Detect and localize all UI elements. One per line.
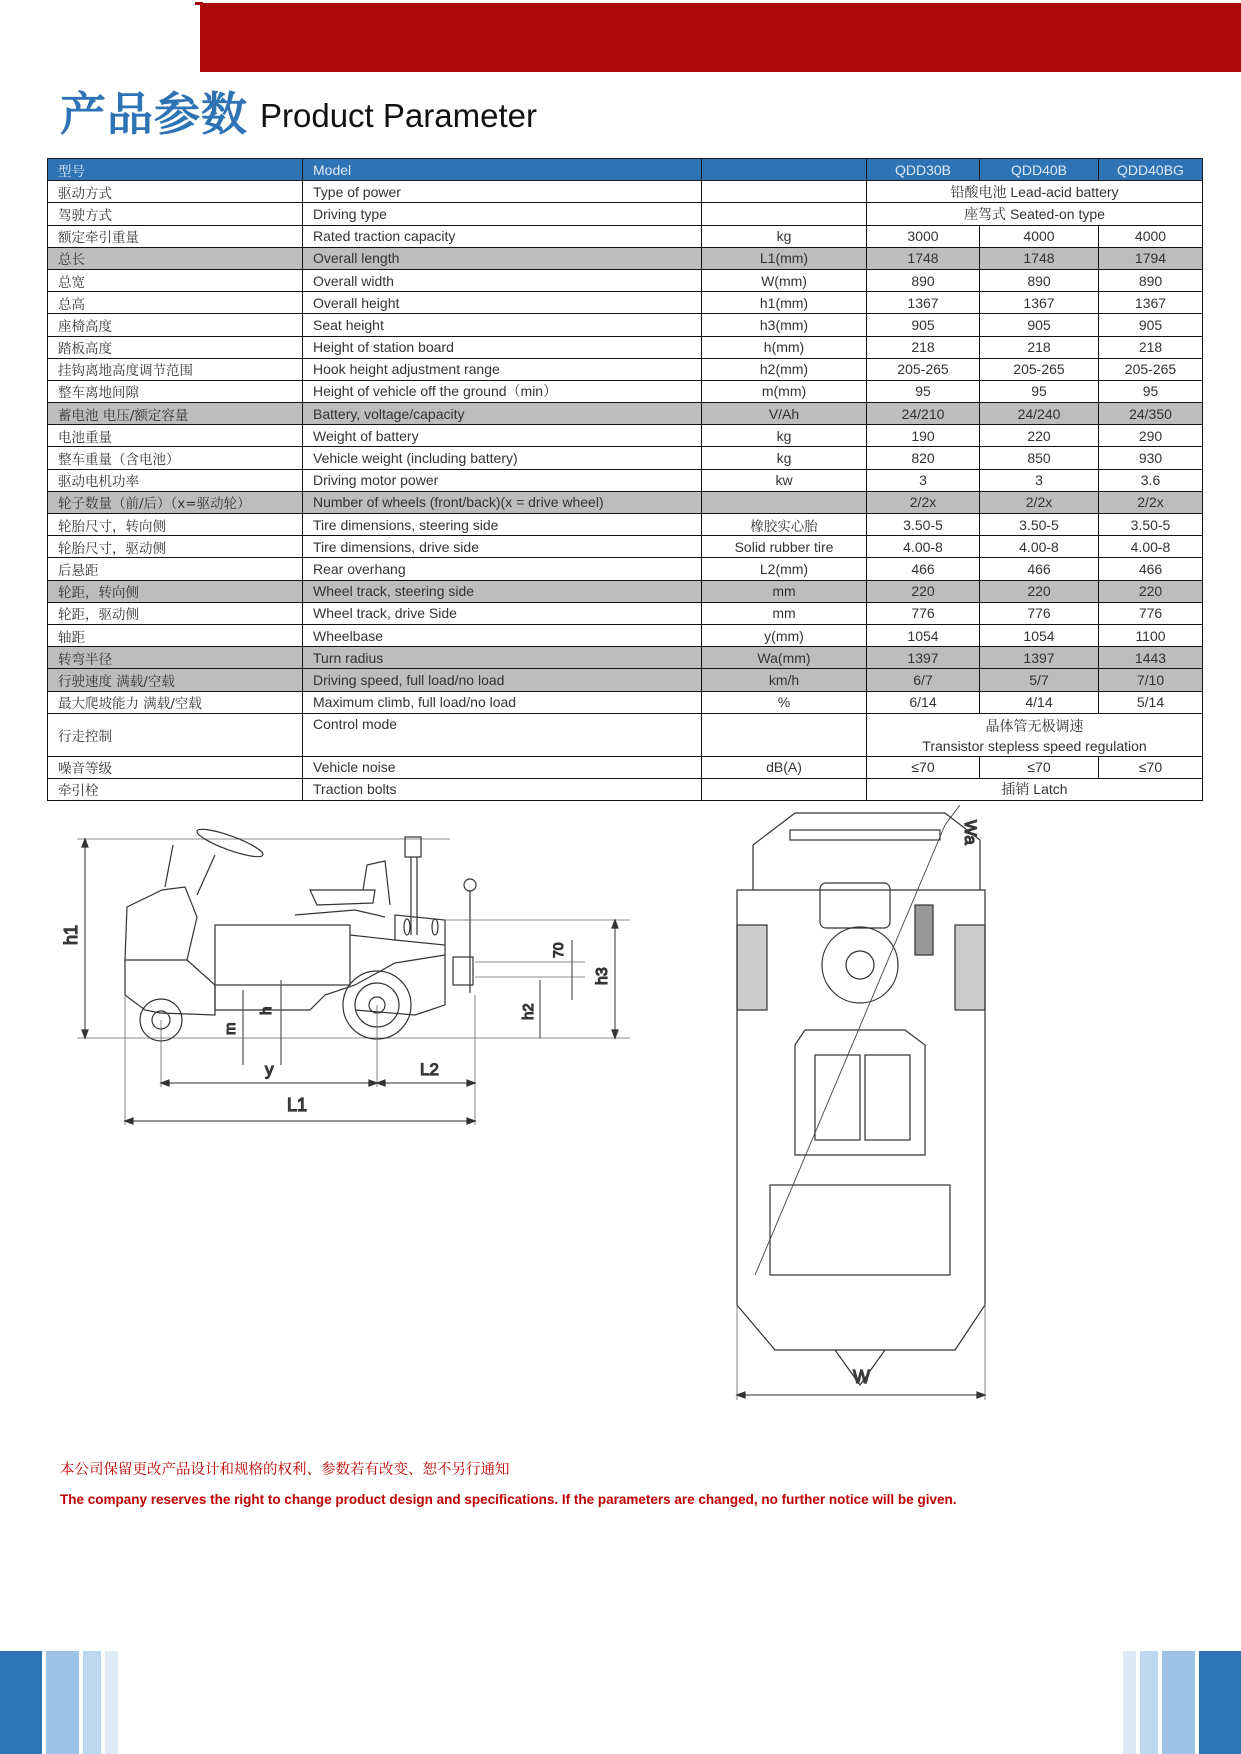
table-row: [48, 647, 1203, 669]
param-value: 905: [980, 314, 1099, 336]
page-title: [60, 84, 537, 140]
param-value: 95: [980, 380, 1099, 402]
param-name-cn: 驱动电机功率: [48, 469, 303, 491]
param-value: 466: [980, 558, 1099, 580]
param-name-en: Battery, voltage/capacity: [303, 403, 702, 425]
table-header-row: [48, 159, 1203, 181]
footer-stripe: [1162, 1651, 1195, 1754]
param-unit: %: [702, 691, 867, 713]
param-name-en: Driving motor power: [303, 469, 702, 491]
param-unit: [702, 778, 867, 800]
param-name-en: Rear overhang: [303, 558, 702, 580]
page-title-cn: 产品参数: [60, 87, 248, 141]
param-unit: kg: [702, 425, 867, 447]
param-unit: [702, 713, 867, 756]
param-value: 890: [1099, 269, 1203, 291]
param-name-cn: 电池重量: [48, 425, 303, 447]
param-name-cn: 噪音等级: [48, 756, 303, 778]
param-value: 1367: [1099, 292, 1203, 314]
param-value-cn: 晶体管无极调速: [985, 717, 1084, 734]
table-row: [48, 380, 1203, 402]
param-name-cn: 轮子数量（前/后）（x=驱动轮）: [48, 491, 303, 513]
dim-W: W: [853, 1367, 870, 1387]
param-name-cn: 轮距，转向侧: [48, 580, 303, 602]
param-value: 218: [980, 336, 1099, 358]
param-value: 776: [980, 602, 1099, 624]
param-unit: Wa(mm): [702, 647, 867, 669]
param-value: 1794: [1099, 247, 1203, 269]
param-name-en: Seat height: [303, 314, 702, 336]
param-name-en: Driving type: [303, 203, 702, 225]
table-row: [48, 602, 1203, 624]
param-value: ≤70: [867, 756, 980, 778]
param-value: 5/7: [980, 669, 1099, 691]
dim-y: y: [265, 1060, 274, 1079]
param-unit: kg: [702, 447, 867, 469]
param-value: 1443: [1099, 647, 1203, 669]
param-unit: V/Ah: [702, 403, 867, 425]
param-name-en: Number of wheels (front/back)(x = drive wheel): [303, 491, 702, 513]
table-row: [48, 756, 1203, 778]
param-unit: mm: [702, 580, 867, 602]
table-row: [48, 491, 1203, 513]
param-value-en: Transistor stepless speed regulation: [922, 737, 1147, 754]
param-unit: [702, 181, 867, 203]
param-name-en: Weight of battery: [303, 425, 702, 447]
param-unit: km/h: [702, 669, 867, 691]
table-row: [48, 778, 1203, 800]
table-row: [48, 447, 1203, 469]
param-value: 205-265: [1099, 358, 1203, 380]
dim-L1: L1: [287, 1095, 308, 1115]
param-value: 1100: [1099, 624, 1203, 646]
param-value-merged: 插销 Latch: [867, 778, 1203, 800]
param-name-cn: 座椅高度: [48, 314, 303, 336]
table-row: [48, 669, 1203, 691]
param-value: ≤70: [980, 756, 1099, 778]
disclaimer-en: The company reserves the right to change product design and specifications. If the parameters are changed, no further notice will be given.: [60, 1492, 957, 1507]
param-value: 24/210: [867, 403, 980, 425]
table-row: [48, 514, 1203, 536]
param-name-cn: 总长: [48, 247, 303, 269]
param-value: 190: [867, 425, 980, 447]
param-unit: L1(mm): [702, 247, 867, 269]
param-value: 3.50-5: [867, 514, 980, 536]
param-name-cn: 行走控制: [48, 713, 303, 756]
param-value: 205-265: [980, 358, 1099, 380]
param-value: 5/14: [1099, 691, 1203, 713]
param-name-cn: 整车重量（含电池）: [48, 447, 303, 469]
param-name-cn: 蓄电池 电压/额定容量: [48, 403, 303, 425]
param-value: 220: [1099, 580, 1203, 602]
param-value: 820: [867, 447, 980, 469]
param-unit: dB(A): [702, 756, 867, 778]
param-name-en: Wheel track, drive Side: [303, 602, 702, 624]
disclaimer-cn: 本公司保留更改产品设计和规格的权利、参数若有改变、恕不另行通知: [60, 1462, 510, 1478]
param-value: 24/240: [980, 403, 1099, 425]
table-row: [48, 269, 1203, 291]
param-value: 3: [867, 469, 980, 491]
param-value: 2/2x: [980, 491, 1099, 513]
param-name-en: Type of power: [303, 181, 702, 203]
param-name-cn: 轮距，驱动侧: [48, 602, 303, 624]
footer-stripe: [105, 1651, 118, 1754]
param-value-merged: 铅酸电池 Lead-acid battery: [867, 181, 1203, 203]
param-value: 4.00-8: [980, 536, 1099, 558]
param-name-cn: 后悬距: [48, 558, 303, 580]
footer-stripe: [1123, 1651, 1136, 1754]
param-unit: [702, 203, 867, 225]
param-value: 6/14: [867, 691, 980, 713]
param-value: 6/7: [867, 669, 980, 691]
table-row: [48, 336, 1203, 358]
param-name-en: Overall length: [303, 247, 702, 269]
page-title-en: Product Parameter: [260, 97, 537, 134]
param-unit: y(mm): [702, 624, 867, 646]
param-value: 3.50-5: [1099, 514, 1203, 536]
param-value: 7/10: [1099, 669, 1203, 691]
header-model: QDD30B: [867, 159, 980, 181]
param-name-cn: 总高: [48, 292, 303, 314]
top-view-drawing: [715, 805, 1060, 1400]
header-model: QDD40B: [980, 159, 1099, 181]
dim-h: h: [258, 1006, 275, 1015]
param-value: 890: [867, 269, 980, 291]
param-name-cn: 总宽: [48, 269, 303, 291]
param-value: 930: [1099, 447, 1203, 469]
param-value: 3.6: [1099, 469, 1203, 491]
param-value: 1367: [980, 292, 1099, 314]
param-value: 3000: [867, 225, 980, 247]
footer-stripe: [1199, 1651, 1241, 1754]
param-value: 95: [867, 380, 980, 402]
param-name-en: Driving speed, full load/no load: [303, 669, 702, 691]
param-name-cn: 轴距: [48, 624, 303, 646]
param-value: 1397: [867, 647, 980, 669]
param-unit: Solid rubber tire: [702, 536, 867, 558]
param-unit: h(mm): [702, 336, 867, 358]
param-name-en: Wheelbase: [303, 624, 702, 646]
param-value: 776: [1099, 602, 1203, 624]
table-row: [48, 292, 1203, 314]
param-value: 1748: [867, 247, 980, 269]
param-value: 4000: [1099, 225, 1203, 247]
table-row: [48, 558, 1203, 580]
dim-L2: L2: [420, 1060, 439, 1079]
param-name-en: Rated traction capacity: [303, 225, 702, 247]
table-row: [48, 247, 1203, 269]
param-value: 218: [1099, 336, 1203, 358]
param-unit: [702, 491, 867, 513]
param-value: 290: [1099, 425, 1203, 447]
param-name-cn: 整车离地间隙: [48, 380, 303, 402]
param-unit: mm: [702, 602, 867, 624]
param-value: 1397: [980, 647, 1099, 669]
param-value: ≤70: [1099, 756, 1203, 778]
header-unit: [702, 159, 867, 181]
param-value: 466: [867, 558, 980, 580]
param-unit: L2(mm): [702, 558, 867, 580]
param-name-en: Vehicle weight (including battery): [303, 447, 702, 469]
table-row: [48, 713, 1203, 756]
param-unit: h3(mm): [702, 314, 867, 336]
param-unit: W(mm): [702, 269, 867, 291]
table-row: [48, 181, 1203, 203]
param-value: 466: [1099, 558, 1203, 580]
param-name-en: Tire dimensions, steering side: [303, 514, 702, 536]
param-value: 95: [1099, 380, 1203, 402]
param-value: 850: [980, 447, 1099, 469]
param-unit: kw: [702, 469, 867, 491]
param-name-cn: 轮胎尺寸，转向侧: [48, 514, 303, 536]
param-name-cn: 轮胎尺寸，驱动侧: [48, 536, 303, 558]
param-value: 1054: [867, 624, 980, 646]
dim-m: m: [222, 1022, 239, 1035]
dim-hook-offset: 70: [550, 942, 566, 958]
param-value: 4/14: [980, 691, 1099, 713]
param-name-cn: 额定牵引重量: [48, 225, 303, 247]
param-value: 4.00-8: [1099, 536, 1203, 558]
table-row: [48, 691, 1203, 713]
param-name-cn: 转弯半径: [48, 647, 303, 669]
dim-h1: h1: [61, 924, 81, 945]
footer-stripe: [0, 1651, 42, 1754]
param-value: 890: [980, 269, 1099, 291]
table-row: [48, 225, 1203, 247]
param-unit: m(mm): [702, 380, 867, 402]
table-row: [48, 358, 1203, 380]
param-name-cn: 驾驶方式: [48, 203, 303, 225]
table-row: [48, 203, 1203, 225]
param-name-en: Tire dimensions, drive side: [303, 536, 702, 558]
footer-stripe: [1140, 1651, 1158, 1754]
param-value: 4000: [980, 225, 1099, 247]
table-row: [48, 536, 1203, 558]
header-cn: 型号: [48, 159, 303, 181]
param-value: 905: [867, 314, 980, 336]
param-name-en: Control mode: [303, 713, 702, 756]
dim-h3: h3: [594, 967, 611, 985]
param-name-en: Turn radius: [303, 647, 702, 669]
param-value: 1367: [867, 292, 980, 314]
header-band: [200, 3, 1241, 72]
side-view-drawing: [55, 825, 645, 1265]
param-unit: h1(mm): [702, 292, 867, 314]
dim-h2: h2: [520, 1003, 537, 1020]
spec-table: [47, 158, 1203, 801]
param-value: 4.00-8: [867, 536, 980, 558]
param-name-cn: 行驶速度 满载/空载: [48, 669, 303, 691]
param-unit: 橡胶实心胎: [702, 514, 867, 536]
table-row: [48, 425, 1203, 447]
header-model: QDD40BG: [1099, 159, 1203, 181]
param-unit: h2(mm): [702, 358, 867, 380]
param-value: 220: [980, 580, 1099, 602]
param-value-merged: [867, 713, 1203, 756]
table-row: [48, 469, 1203, 491]
table-row: [48, 403, 1203, 425]
footer-stripe: [83, 1651, 101, 1754]
param-value: 1748: [980, 247, 1099, 269]
param-value: 205-265: [867, 358, 980, 380]
table-row: [48, 624, 1203, 646]
param-name-en: Overall height: [303, 292, 702, 314]
param-value: 24/350: [1099, 403, 1203, 425]
param-name-cn: 最大爬坡能力 满载/空载: [48, 691, 303, 713]
param-value: 218: [867, 336, 980, 358]
table-row: [48, 580, 1203, 602]
param-value: 2/2x: [867, 491, 980, 513]
param-name-cn: 踏板高度: [48, 336, 303, 358]
param-value: 3: [980, 469, 1099, 491]
param-name-cn: 驱动方式: [48, 181, 303, 203]
param-name-en: Height of station board: [303, 336, 702, 358]
param-name-en: Maximum climb, full load/no load: [303, 691, 702, 713]
param-value: 3.50-5: [980, 514, 1099, 536]
param-name-en: Vehicle noise: [303, 756, 702, 778]
param-name-cn: 牵引栓: [48, 778, 303, 800]
table-row: [48, 314, 1203, 336]
param-name-cn: 挂钩离地高度调节范围: [48, 358, 303, 380]
param-value: 776: [867, 602, 980, 624]
param-value: 905: [1099, 314, 1203, 336]
param-name-en: Height of vehicle off the ground（min）: [303, 380, 702, 402]
param-name-en: Traction bolts: [303, 778, 702, 800]
param-unit: kg: [702, 225, 867, 247]
param-value-merged: 座驾式 Seated-on type: [867, 203, 1203, 225]
footer-stripe: [46, 1651, 79, 1754]
param-name-en: Hook height adjustment range: [303, 358, 702, 380]
header-en: Model: [303, 159, 702, 181]
param-name-en: Overall width: [303, 269, 702, 291]
param-value: 1054: [980, 624, 1099, 646]
param-value: 2/2x: [1099, 491, 1203, 513]
dim-Wa: Wa: [961, 820, 980, 845]
param-value: 220: [980, 425, 1099, 447]
param-value: 220: [867, 580, 980, 602]
param-name-en: Wheel track, steering side: [303, 580, 702, 602]
